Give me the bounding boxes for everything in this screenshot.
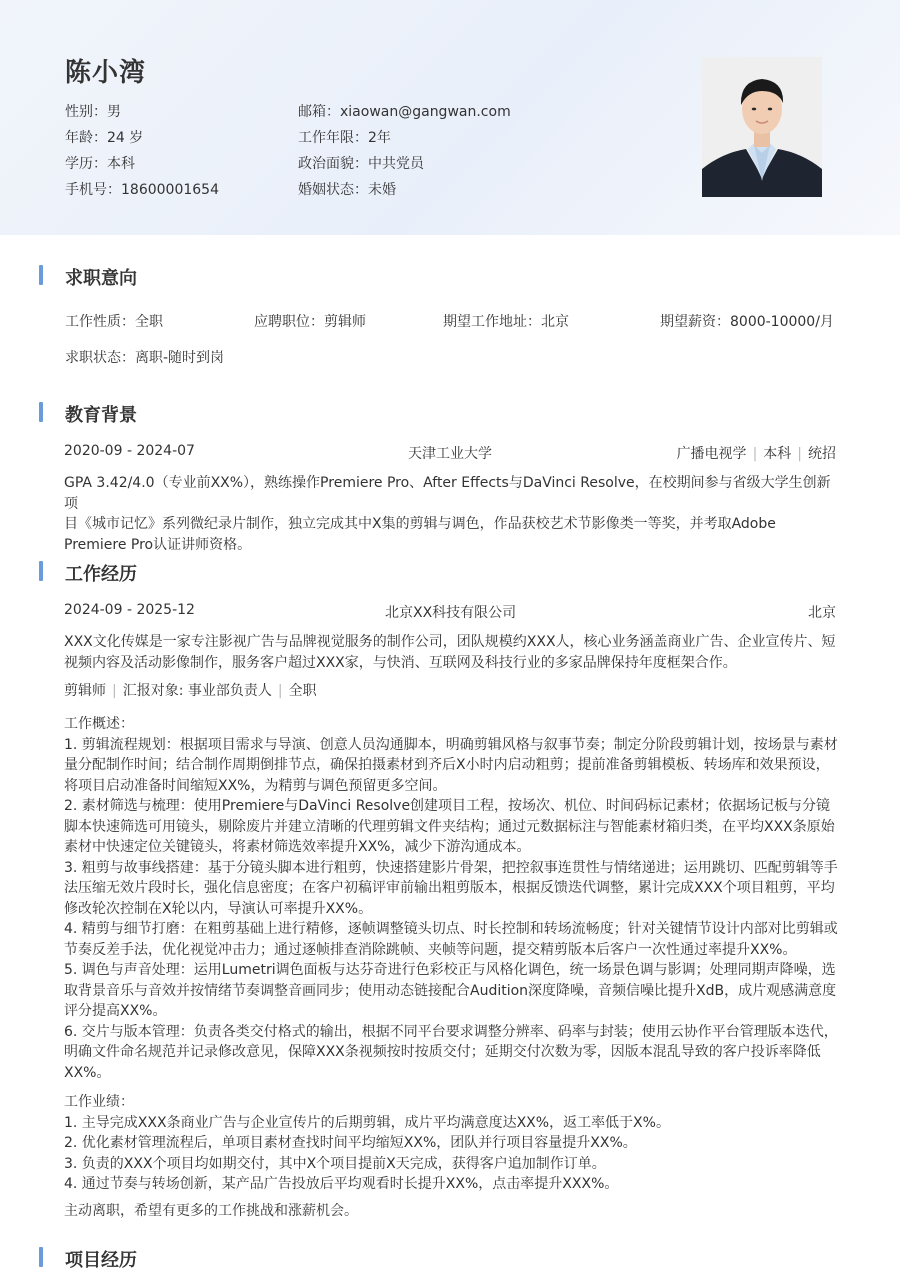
work-years: 工作年限：2年 bbox=[298, 130, 391, 146]
section-title-education: 教育背景 bbox=[65, 405, 137, 426]
section-accent-bar bbox=[39, 561, 43, 581]
school-name: 天津工业大学 bbox=[408, 446, 492, 462]
job-status: 求职状态：离职-随时到岗 bbox=[65, 350, 225, 366]
resume-header bbox=[0, 0, 900, 235]
work-tags: 剪辑师 | 汇报对象: 事业部负责人 | 全职 bbox=[64, 683, 317, 699]
work-city: 北京 bbox=[808, 605, 836, 621]
work-period: 2024-09 - 2025-12 bbox=[64, 602, 195, 618]
expected-salary: 期望薪资：8000-10000/月 bbox=[660, 314, 834, 330]
section-title-work: 工作经历 bbox=[65, 564, 137, 585]
section-accent-bar bbox=[39, 1247, 43, 1267]
section-accent-bar bbox=[39, 402, 43, 422]
company-name: 北京XX科技有限公司 bbox=[385, 605, 517, 621]
gender: 性别：男 bbox=[65, 104, 121, 120]
company-intro: XXX文化传媒是一家专注影视广告与品牌视觉服务的制作公司，团队规模约XXX人，核心业务涵盖商业广告、企业宣传片、短视频内容及活动影像制作，服务客户超过XXX家，与快消、互联网及科技行业的多家品牌保持年度框架合作。 bbox=[64, 634, 836, 671]
portrait-icon bbox=[702, 57, 822, 197]
phone: 手机号：18600001654 bbox=[65, 182, 219, 198]
section-accent-bar bbox=[39, 265, 43, 285]
political-status: 政治面貌：中共党员 bbox=[298, 156, 424, 172]
leave-reason: 主动离职，希望有更多的工作挑战和涨薪机会。 bbox=[64, 1203, 358, 1219]
education-period: 2020-09 - 2024-07 bbox=[64, 443, 195, 459]
education-description: GPA 3.42/4.0（专业前XX%），熟练操作Premiere Pro、After Effects与DaVinci Resolve，在校期间参与省级大学生创新项 目《城市记忆》系列微纪录片制作，独立完成其中X集的剪辑与调色，作品获校艺术节影像类一等奖，并考取Adobe Premiere Pro认证讲师资格。 bbox=[64, 475, 831, 553]
work-summary: 工作概述： 1. 剪辑流程规划：根据项目需求与导演、创意人员沟通脚本，明确剪辑风格与叙事节奏；制定分阶段剪辑计划，按场景与素材量分配制作时间；结合制作周期倒排节点，确保拍摄素材到齐后X小时内启动粗剪；提前准备剪辑模板、转场库和效果预设，将项目启动准备时间缩短XX%，为精剪与调色预留更多空间。 2. 素材筛选与梳理：使用Premiere与DaVinci Resolve创建项目工程，按场次、机位、时间码标记素材；依据场记板与分镜脚本快速筛选可用镜头，剔除废片并建立清晰的代理剪辑文件夹结构；通过元数据标注与智能素材箱归类，在平均XXX条原始素材中快速定位关键镜头，将素材筛选效率提升XX%，减少下游沟通成本。 3. 粗剪与故事线搭建：基于分镜头脚本进行粗剪，快速搭建影片骨架，把控叙事连贯性与情绪递进；运用跳切、匹配剪辑等手法压缩无效片段时长，强化信息密度；在客户初稿评审前输出粗剪版本，根据反馈迭代调整，累计完成XXX个项目粗剪，平均修改轮次控制在X轮以内，导演认可率提升XX%。 4. 精剪与细节打磨：在粗剪基础上进行精修，逐帧调整镜头切点、时长控制和转场流畅度；针对关键情节设计内部对比剪辑或节奏反差手法，优化视觉冲击力；通过逐帧排查消除跳帧、夹帧等问题，提交精剪版本后客户一次性通过率提升XX%。 5. 调色与声音处理：运用Lumetri调色面板与达芬奇进行色彩校正与风格化调色，统一场景色调与影调；处理同期声降噪，选取背景音乐与音效并按情绪节奏调整音画同步；使用动态链接配合Audition深度降噪，音频信噪比提升XdB，成片观感满意度评分提高XX%。 6. 交片与版本管理：负责各类交付格式的输出，根据不同平台要求调整分辨率、码率与封装；使用云协作平台管理版本迭代，明确文件命名规范并记录修改意见，保障XXX条视频按时按质交付；延期交付次数为零，因版本混乱导致的客户投诉率降低XX%。 bbox=[64, 716, 838, 1081]
age: 年龄：24 岁 bbox=[65, 130, 144, 146]
expected-location: 期望工作地址：北京 bbox=[443, 314, 569, 330]
position: 应聘职位：剪辑师 bbox=[254, 314, 366, 330]
avatar bbox=[702, 57, 822, 197]
education-tags: 广播电视学 | 本科 | 统招 bbox=[676, 446, 836, 462]
section-title-intent: 求职意向 bbox=[65, 268, 137, 289]
marital-status: 婚姻状态：未婚 bbox=[298, 182, 396, 198]
candidate-name: 陈小湾 bbox=[65, 58, 147, 88]
work-type: 工作性质：全职 bbox=[65, 314, 163, 330]
section-title-project: 项目经历 bbox=[65, 1250, 137, 1271]
email: 邮箱：xiaowan@gangwan.com bbox=[298, 104, 511, 120]
work-achievements: 工作业绩： 1. 主导完成XXX条商业广告与企业宣传片的后期剪辑，成片平均满意度达XX%，返工率低于X%。 2. 优化素材管理流程后，单项目素材查找时间平均缩短XX%，团队并行项目容量提升XX%。 3. 负责的XXX个项目均如期交付，其中X个项目提前X天完成，获得客户追加制作订单。 4. 通过节奏与转场创新，某产品广告投放后平均观看时长提升XX%，点击率提升XXX%。 bbox=[64, 1094, 670, 1192]
education-level: 学历：本科 bbox=[65, 156, 135, 172]
